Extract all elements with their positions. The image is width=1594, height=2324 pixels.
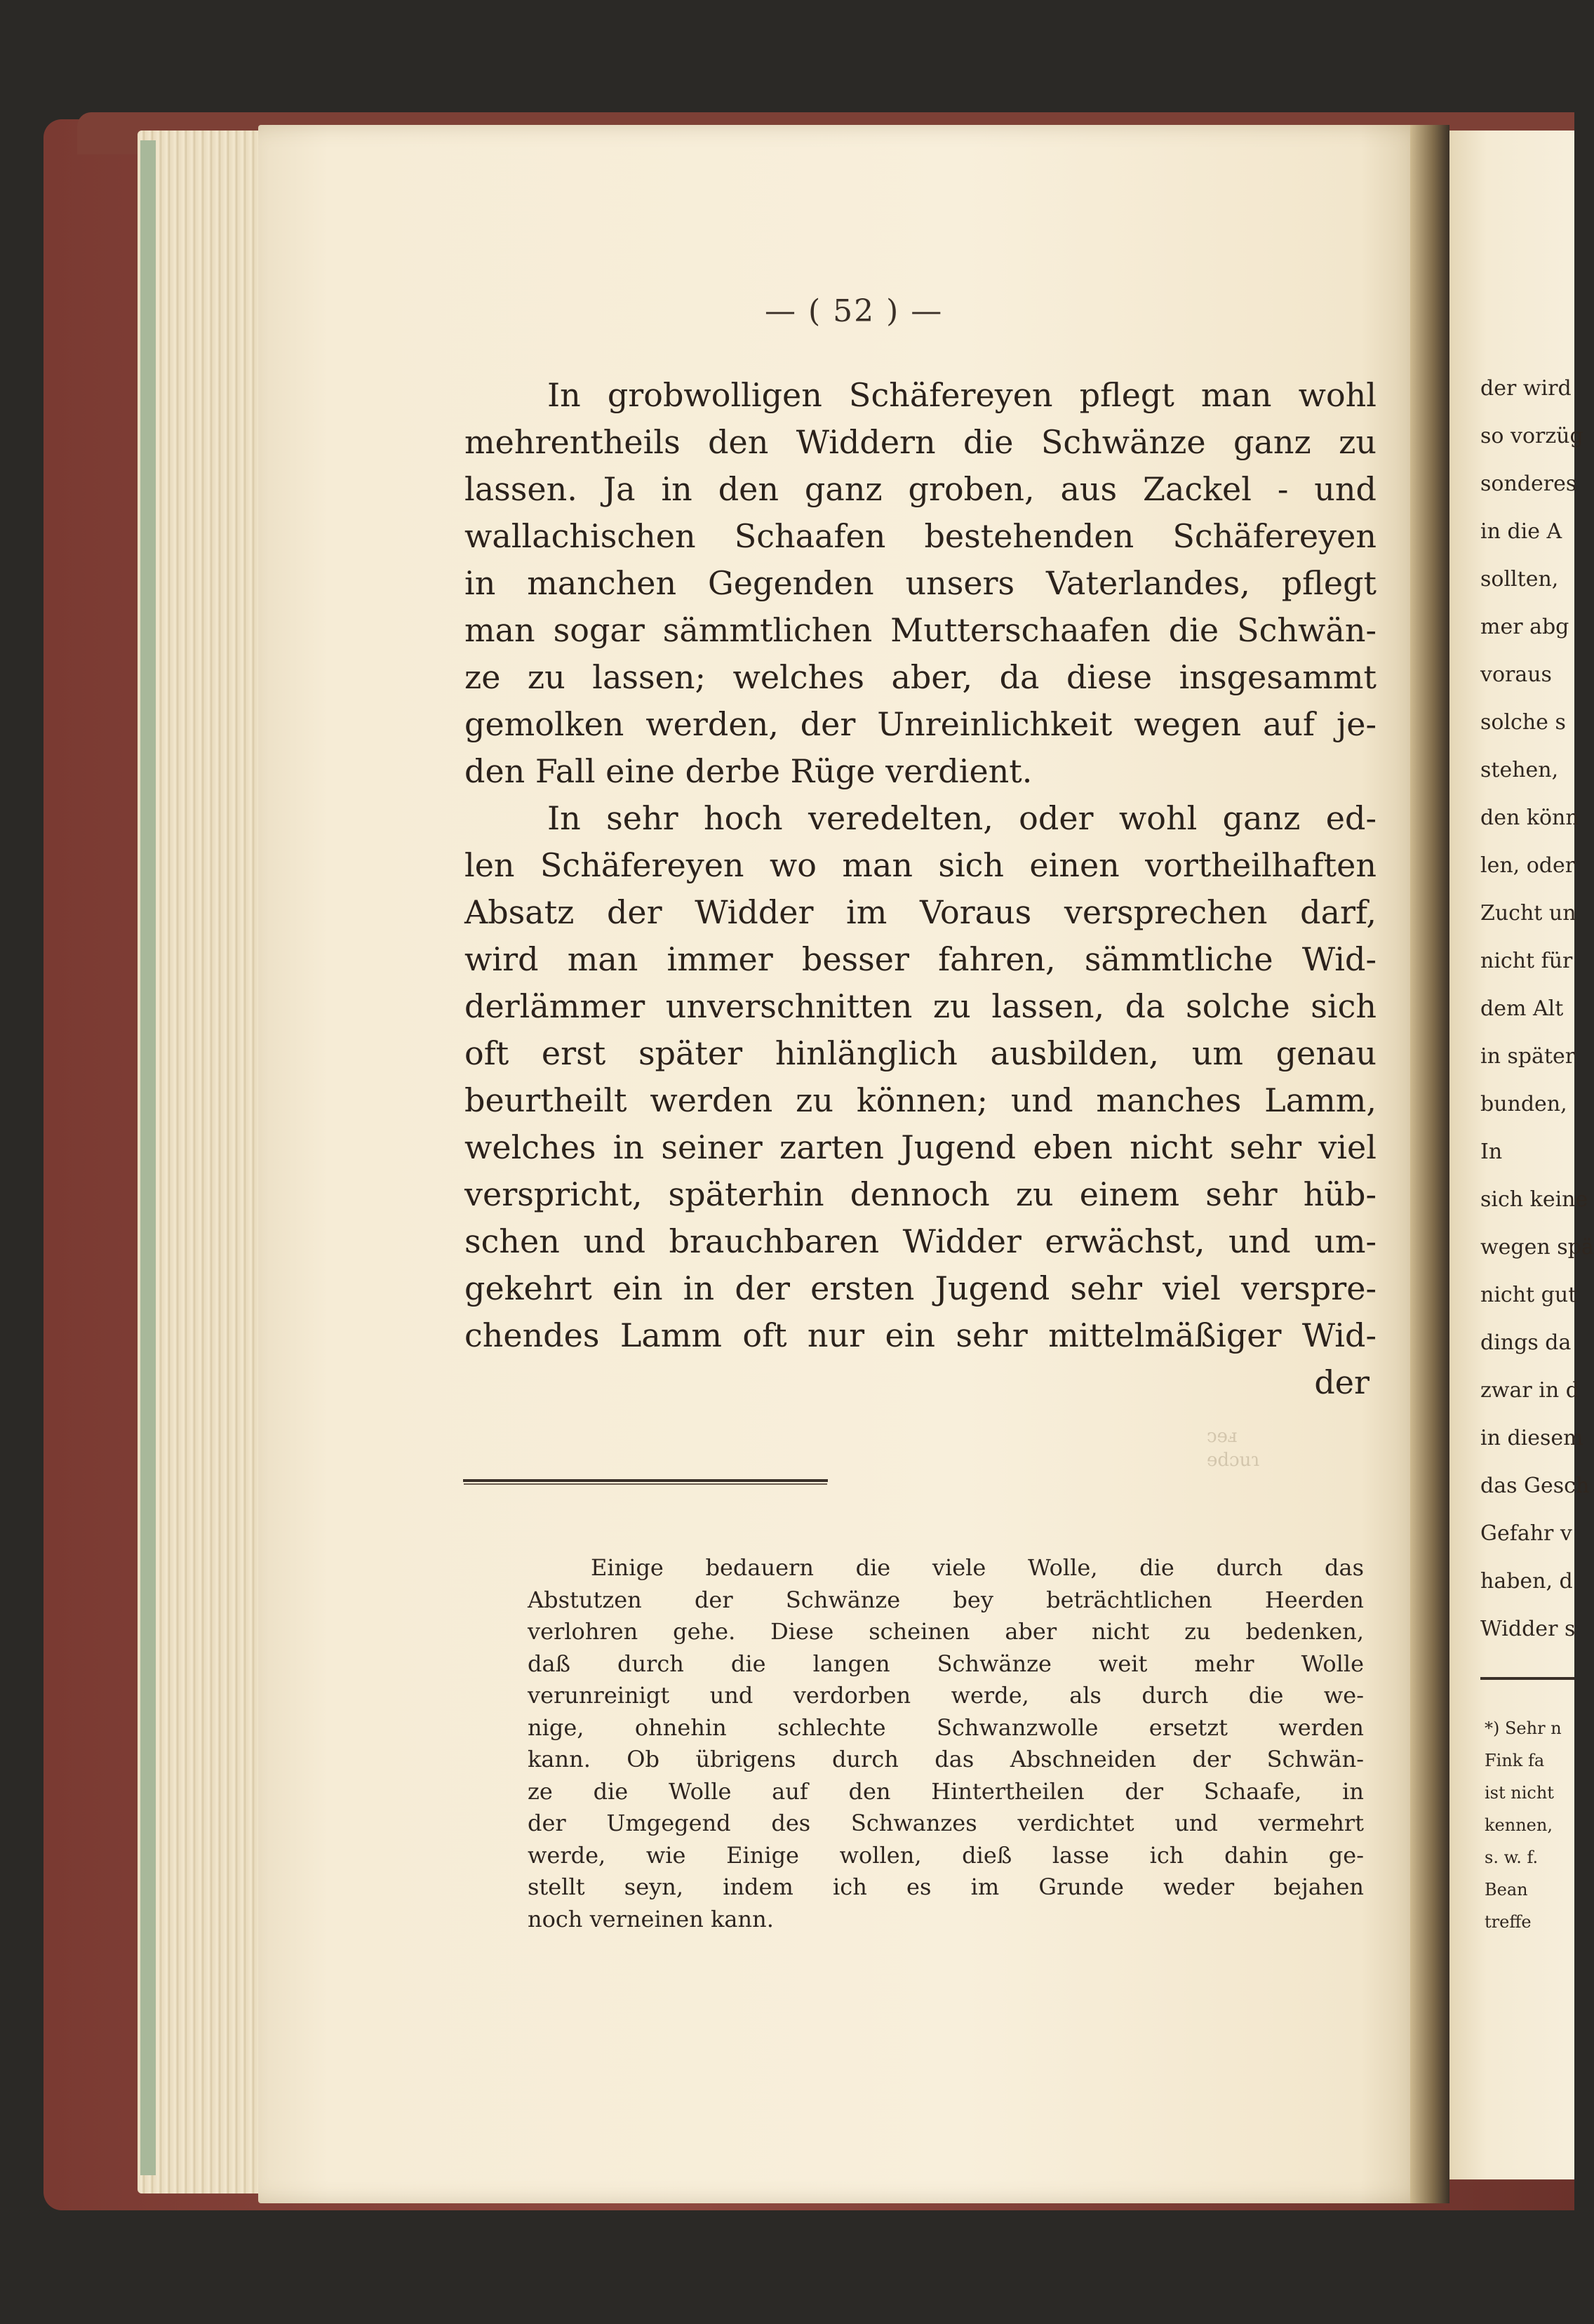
footnote-line: nige, ohnehin schlechte Schwanzwolle ersetzt werden [528, 1714, 1364, 1741]
right-page-line: nicht für [1480, 949, 1573, 973]
body-line: gekehrt ein in der ersten Jugend sehr viel verspre- [464, 1269, 1377, 1307]
footnote-line: werde, wie Einige wollen, dieß lasse ich dahin ge- [528, 1841, 1364, 1869]
right-page-line: voraus [1480, 662, 1552, 687]
right-page-line: bunden, [1480, 1092, 1567, 1116]
body-text [464, 372, 1377, 1406]
bleed-through-marks [1207, 1424, 1333, 1516]
right-page-footnote [1485, 1712, 1574, 1938]
page-edges [138, 131, 264, 2193]
footnote-line: ze die Wolle auf den Hintertheilen der Schaafe, in [528, 1777, 1364, 1805]
footnote-line: Abstutzen der Schwänze bey beträchtlichen Heerden [528, 1586, 1364, 1613]
body-line: in manchen Gegenden unsers Vaterlandes, pflegt [464, 564, 1377, 602]
body-line: mehrentheils den Widdern die Schwänze ganz zu [464, 423, 1377, 461]
book-gutter [1410, 125, 1449, 2203]
right-page-line: dem Alt [1480, 996, 1564, 1021]
body-line: verspricht, späterhin dennoch zu einem sehr hüb- [464, 1175, 1377, 1213]
body-line: derlämmer unverschnitten zu lassen, da solche sich [464, 987, 1377, 1025]
right-footnote-line: kennen, [1485, 1815, 1553, 1835]
right-page-line: sollten, [1480, 567, 1559, 592]
body-line: ze zu lassen; welches aber, da diese insgesammt [464, 658, 1377, 696]
right-page-line: zwar in d [1480, 1378, 1579, 1403]
right-page-line: dings da [1480, 1330, 1572, 1355]
body-line: gemolken werden, der Unreinlichkeit wegen auf je- [464, 705, 1377, 743]
right-page-line: in die A [1480, 519, 1562, 544]
right-page-line: in diesem [1480, 1426, 1583, 1450]
body-line: den Fall eine derbe Rüge verdient. [464, 752, 1033, 790]
body-line: wallachischen Schaafen bestehenden Schäfereyen [464, 517, 1377, 555]
right-page-line: das Gesch [1480, 1474, 1590, 1498]
right-page-line: solche s [1480, 710, 1566, 735]
body-line: schen und brauchbaren Widder erwächst, und um- [464, 1222, 1377, 1260]
right-page-line: Widder s [1480, 1617, 1576, 1641]
right-footnote-line: treffe [1485, 1912, 1532, 1932]
right-page-text [1480, 365, 1594, 1653]
right-page-line: haben, d [1480, 1569, 1573, 1594]
body-line: In grobwolligen Schäfereyen pflegt man wohl [547, 376, 1377, 414]
bleed-line: ↄɘⅎ [1207, 1426, 1238, 1447]
body-line: lassen. Ja in den ganz groben, aus Zackel - und [464, 470, 1377, 508]
right-page-line: mer abg [1480, 615, 1569, 639]
right-page-footnote-rule [1480, 1677, 1574, 1680]
page-edge-tint [140, 140, 156, 2175]
bleed-line: ɘdɔuɿ [1207, 1450, 1260, 1471]
footnote-line: verlohren gehe. Diese scheinen aber nicht zu bedenken, [528, 1618, 1364, 1645]
right-footnote-line: Bean [1485, 1880, 1528, 1899]
footnote-line: stellt seyn, indem ich es im Grunde weder bejahen [528, 1874, 1364, 1900]
right-page-line: Gefahr v [1480, 1521, 1572, 1546]
body-line: len Schäfereyen wo man sich einen vortheilhaften [464, 846, 1377, 884]
right-footnote-line: ist nicht [1485, 1783, 1554, 1803]
right-page-line: wegen spä [1480, 1235, 1594, 1260]
right-page-line: sonderes [1480, 472, 1577, 496]
body-line: oft erst später hinlänglich ausbilden, um genau [464, 1034, 1377, 1072]
body-line: wird man immer besser fahren, sämmtliche Wid- [464, 940, 1377, 978]
body-line: chendes Lamm oft nur ein sehr mittelmäßiger Wid- [464, 1316, 1377, 1354]
footnote-rule [463, 1479, 828, 1482]
footnote-line: verunreinigt und verdorben werde, als durch die we- [528, 1682, 1364, 1709]
right-page-line: nicht gut [1480, 1283, 1577, 1307]
body-line: man sogar sämmtlichen Mutterschaafen die Schwän- [464, 611, 1377, 649]
right-page-line: so vorzüg [1480, 424, 1583, 448]
footnote-line: kann. Ob übrigens durch das Abschneiden der Schwän- [528, 1746, 1364, 1772]
right-page-line: len, oder [1480, 853, 1576, 878]
page-number: — ( 52 ) — [765, 293, 944, 329]
catchword: der [1314, 1363, 1369, 1401]
footnote-line: der Umgegend des Schwanzes verdichtet und vermehrt [528, 1810, 1364, 1836]
body-line: Absatz der Widder im Voraus versprechen darf, [464, 893, 1377, 931]
right-page-line: der wird [1480, 376, 1572, 401]
right-page-line: in später [1480, 1044, 1576, 1069]
body-line: beurtheilt werden zu können; und manches Lamm, [464, 1081, 1377, 1119]
right-page-line: In [1480, 1140, 1503, 1164]
right-page-line: Zucht un [1480, 901, 1576, 926]
right-footnote-line: Fink fa [1485, 1751, 1545, 1770]
body-line: welches in seiner zarten Jugend eben nicht sehr viel [464, 1128, 1377, 1166]
footnote-line: daß durch die langen Schwänze weit mehr Wolle [528, 1650, 1364, 1677]
body-line: In sehr hoch veredelten, oder wohl ganz ed- [547, 799, 1377, 837]
right-page-line: den könn [1480, 806, 1579, 830]
right-footnote-line: s. w. f. [1485, 1848, 1539, 1867]
right-page-line: stehen, [1480, 758, 1559, 782]
footnote-line: Einige bedauern die viele Wolle, die durch das [591, 1554, 1364, 1581]
footnote-line: noch verneinen kann. [528, 1905, 774, 1932]
right-footnote-line: *) Sehr n [1485, 1718, 1562, 1738]
right-page-line: sich keine [1480, 1187, 1588, 1212]
footnote [528, 1552, 1364, 1935]
